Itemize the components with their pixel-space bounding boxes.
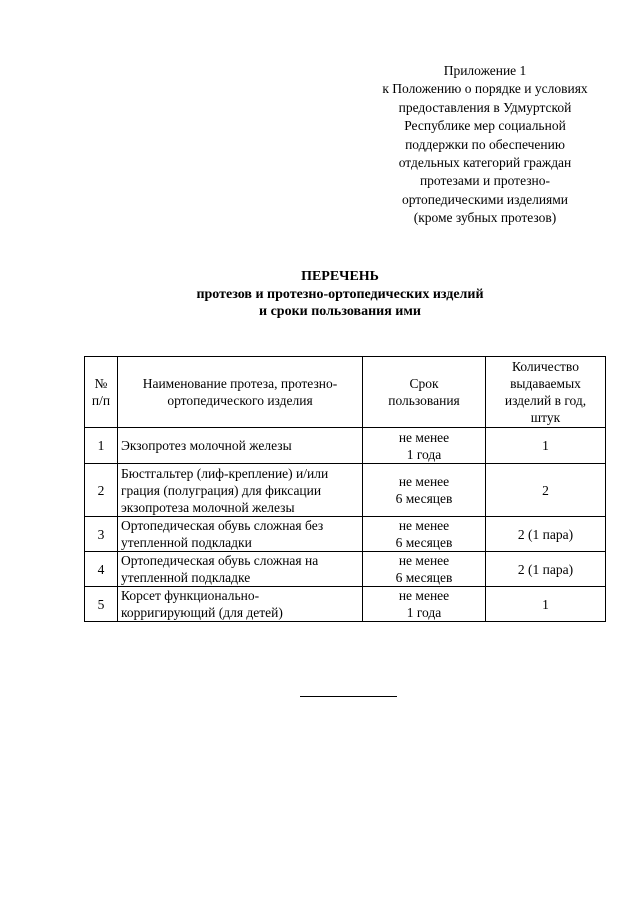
header-text: изделий в год, (504, 393, 587, 408)
row-qty: 1 (486, 428, 606, 464)
header-name (118, 357, 363, 428)
row-term-line: 1 года (406, 446, 442, 462)
row-term (363, 428, 486, 464)
row-term-line: не менее (398, 553, 450, 568)
header-text: Количество (512, 359, 579, 374)
footer-divider (300, 696, 397, 697)
header-text: Наименование протеза, протезно- (142, 376, 338, 391)
row-num: 5 (85, 587, 118, 622)
row-name (118, 552, 363, 587)
row-name-line: Бюстгальтер (лиф-крепление) и/или (121, 465, 329, 481)
row-name (118, 587, 363, 622)
table-row (85, 464, 606, 517)
row-num: 3 (85, 517, 118, 552)
row-name-line: Ортопедическая обувь сложная на (121, 553, 319, 568)
row-name (118, 428, 363, 464)
row-name-line: Ортопедическая обувь сложная без (121, 518, 324, 533)
row-term-line: 6 месяцев (395, 535, 453, 550)
row-name (118, 517, 363, 552)
row-name-line: корригирующий (для детей) (121, 605, 283, 620)
row-term (363, 587, 486, 622)
row-name-line: грация (полуграция) для фиксации (121, 482, 322, 498)
appendix-line: отдельных категорий граждан (398, 155, 572, 171)
row-term (363, 552, 486, 587)
title-subtitle: протезов и протезно-ортопедических изделий (196, 286, 484, 302)
row-num: 1 (85, 428, 118, 464)
row-term-line: 6 месяцев (395, 570, 453, 585)
appendix-line: к Положению о порядке и условиях (382, 81, 588, 97)
appendix-line: (кроме зубных протезов) (413, 210, 557, 226)
row-term (363, 517, 486, 552)
row-qty: 2 (486, 464, 606, 517)
row-qty: 2 (1 пара) (486, 517, 606, 552)
header-text: ортопедического изделия (167, 393, 313, 408)
row-name-line: Корсет функционально- (121, 588, 260, 603)
items-table (84, 356, 606, 622)
row-name-line: утепленной подкладке (121, 570, 251, 585)
row-term (363, 464, 486, 517)
table-row (85, 517, 606, 552)
appendix-line: ортопедическими изделиями (401, 191, 569, 207)
appendix-line: протезами и протезно- (419, 173, 551, 189)
title-heading: ПЕРЕЧЕНЬ (301, 269, 379, 284)
row-name-line: экзопротеза молочной железы (121, 499, 295, 515)
row-name (118, 464, 363, 517)
row-term-line: 1 года (406, 605, 442, 620)
row-name-line: утепленной подкладки (121, 535, 252, 550)
table-row (85, 587, 606, 622)
header-text: п/п (91, 393, 111, 408)
appendix-note (360, 62, 610, 228)
header-text: штук (530, 410, 561, 425)
appendix-line: Приложение 1 (443, 63, 527, 78)
title-subtitle: и сроки пользования ими (259, 304, 421, 319)
row-qty: 2 (1 пара) (486, 552, 606, 587)
document-title (80, 268, 600, 321)
row-term-line: не менее (398, 518, 450, 533)
row-term-line: не менее (398, 429, 450, 445)
appendix-line: предоставления в Удмуртской (398, 99, 572, 115)
header-text: № (94, 376, 108, 391)
table-row (85, 552, 606, 587)
row-qty: 1 (486, 587, 606, 622)
row-term-line: не менее (398, 588, 450, 603)
header-text: Срок (409, 376, 439, 391)
appendix-line: Республике мер социальной (404, 118, 566, 134)
row-term-line: не менее (398, 474, 450, 489)
header-qty (486, 357, 606, 428)
row-term-line: 6 месяцев (395, 491, 453, 506)
header-term (363, 357, 486, 428)
appendix-line: поддержки по обеспечению (405, 136, 565, 152)
table-header-row (85, 357, 606, 428)
table-row (85, 428, 606, 464)
row-num: 2 (85, 464, 118, 517)
header-num (85, 357, 118, 428)
header-text: пользования (388, 393, 460, 408)
header-text: выдаваемых (510, 376, 581, 391)
row-num: 4 (85, 552, 118, 587)
row-name-line: Экзопротез молочной железы (121, 438, 292, 453)
